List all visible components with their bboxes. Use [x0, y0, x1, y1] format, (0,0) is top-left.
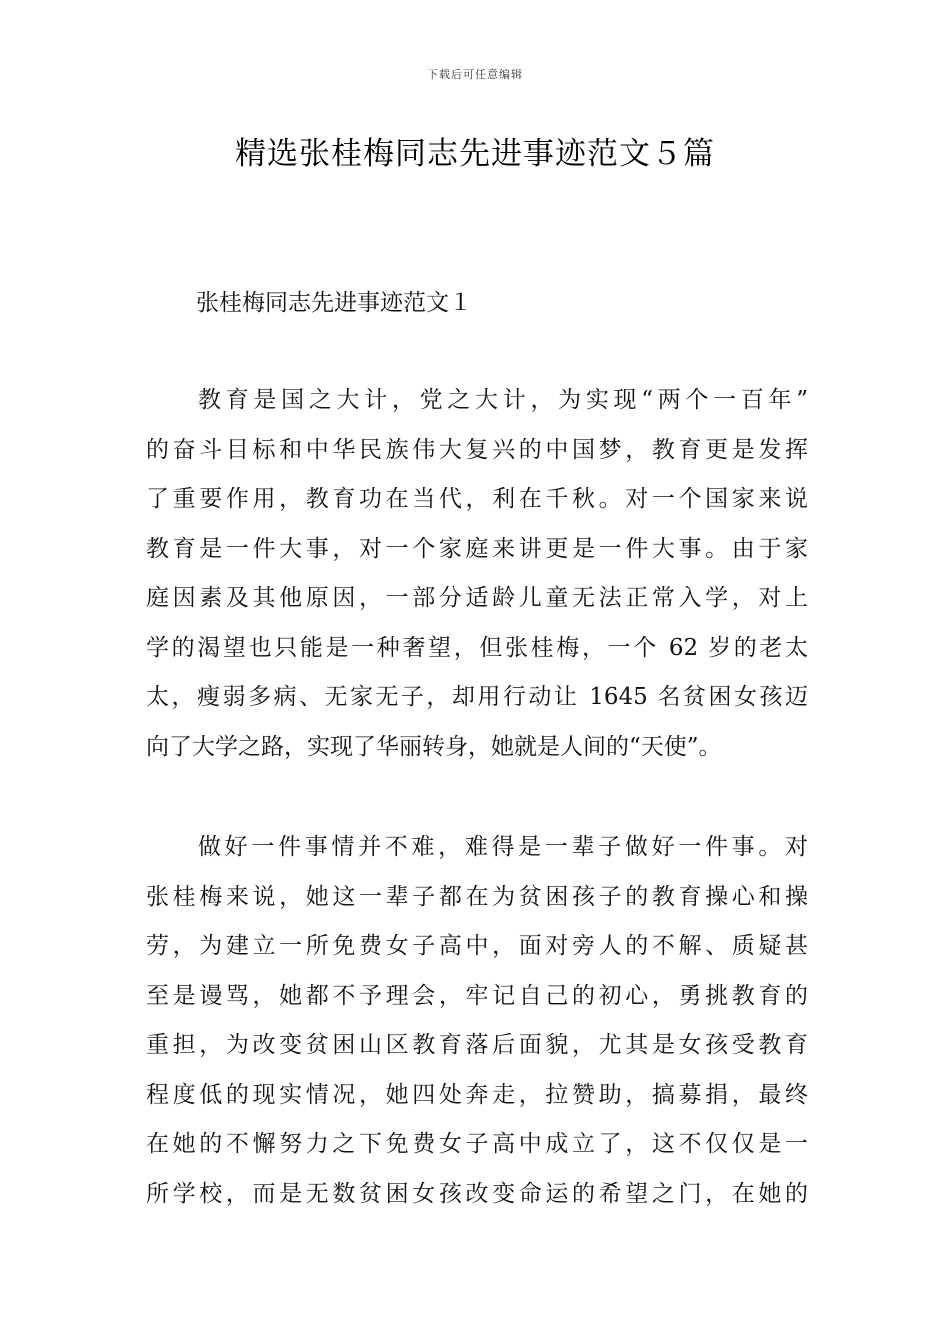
paragraph-line: 张桂梅来说，她这一辈子都在为贫困孩子的教育操心和操 [146, 883, 808, 910]
paragraph-line: 在她的不懈努力之下免费女子高中成立了，这不仅仅是一 [146, 1131, 808, 1157]
paragraph-line: 庭因素及其他原因，一部分适龄儿童无法正常入学，对上 [146, 585, 808, 611]
header-note: 下载后可任意编辑 [427, 68, 523, 81]
section-subtitle: 张桂梅同志先进事迹范文１ [196, 290, 472, 316]
paragraph-1 [146, 376, 808, 772]
paragraph-line: 的奋斗目标和中华民族伟大复兴的中国梦，教育更是发挥 [146, 436, 808, 463]
paragraph-line: 所学校，而是无数贫困女孩改变命运的希望之门，在她的 [146, 1180, 808, 1207]
paragraph-line: 向了大学之路，实现了华丽转身，她就是人间的“天使”。 [146, 733, 722, 760]
paragraph-line: 劳，为建立一所免费女子高中，面对旁人的不解、质疑甚 [146, 933, 808, 959]
paragraph-line: 重担，为改变贫困山区教育落后面貌，尤其是女孩受教育 [146, 1032, 808, 1058]
paragraph-line: 学的渴望也只能是一种奢望，但张桂梅，一个 62 岁的老太 [146, 634, 808, 661]
paragraph-line: 程度低的现实情况，她四处奔走，拉赞助，搞募捐，最终 [146, 1081, 808, 1108]
paragraph-line: 太，瘦弱多病、无家无子，却用行动让 1645 名贫困女孩迈 [146, 684, 808, 710]
paragraph-line: 做好一件事情并不难，难得是一辈子做好一件事。对 [198, 834, 808, 860]
paragraph-line: 至是谩骂，她都不予理会，牢记自己的初心，勇挑教育的 [146, 982, 808, 1009]
paragraph-2 [146, 823, 808, 1219]
paragraph-line: 教育是国之大计，党之大计，为实现“两个一百年” [198, 387, 808, 413]
document-title: 精选张桂梅同志先进事迹范文５篇 [235, 136, 715, 172]
paragraph-line: 了重要作用，教育功在当代，利在千秋。对一个国家来说 [146, 486, 808, 512]
paragraph-line: 教育是一件大事，对一个家庭来讲更是一件大事。由于家 [146, 535, 808, 562]
